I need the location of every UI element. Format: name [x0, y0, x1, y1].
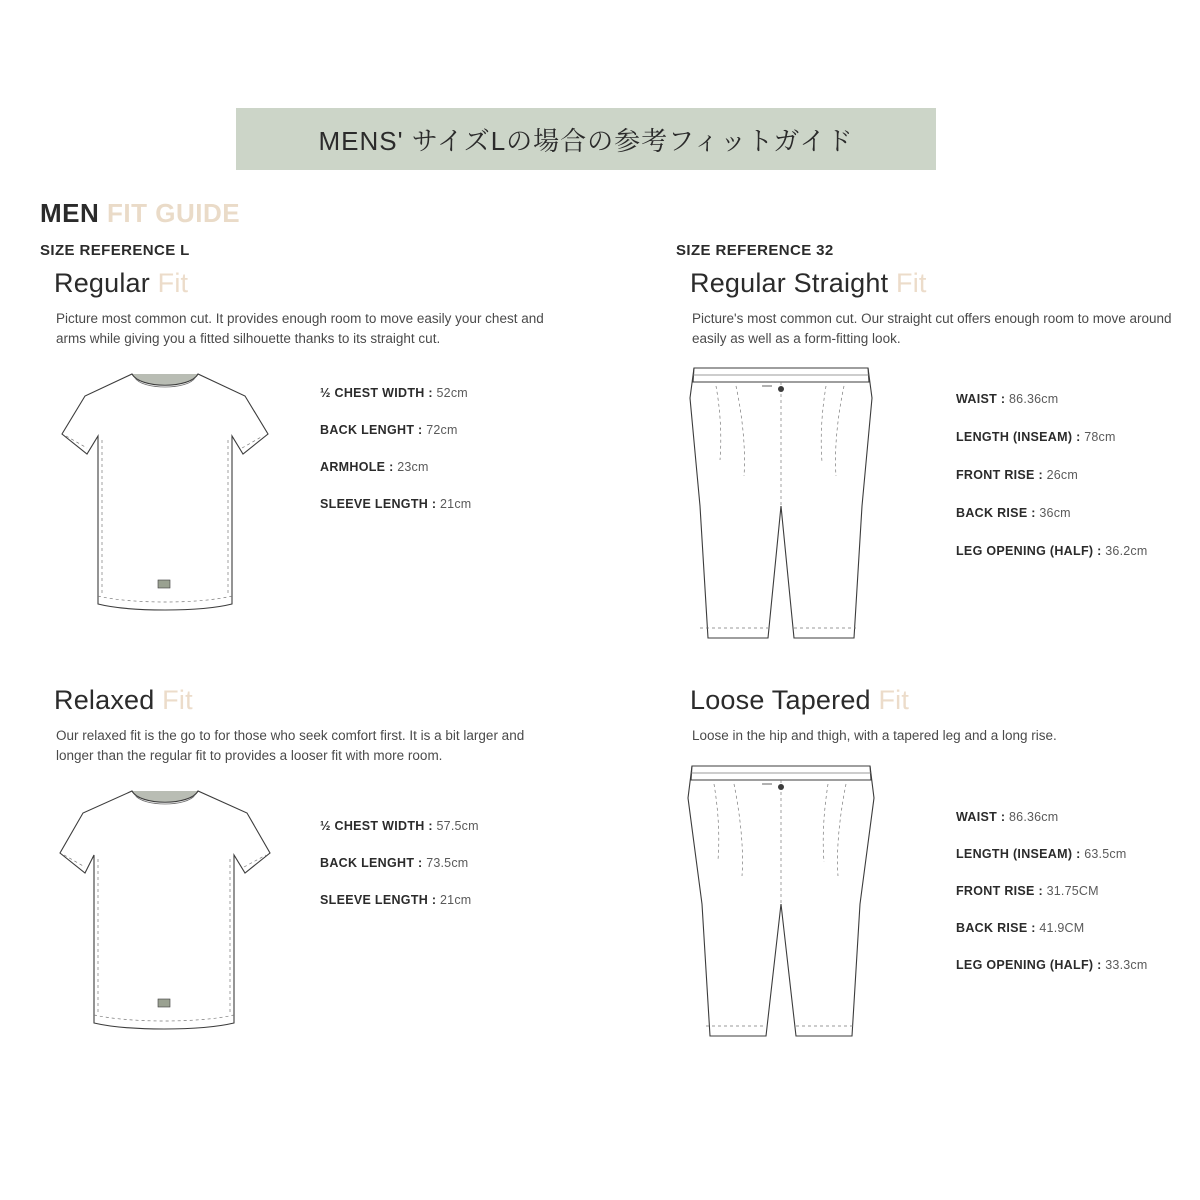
section-relaxed-fit: Fit	[162, 685, 193, 715]
spec-item: ½ CHEST WIDTH : 57.5cm	[320, 819, 479, 834]
section-loose-tapered	[676, 685, 1200, 1044]
spec-item: LENGTH (INSEAM) : 63.5cm	[956, 846, 1127, 861]
section-regular-fit: Fit	[157, 268, 189, 298]
section-loose-tapered-name: Loose Tapered	[690, 685, 871, 715]
section-regular	[40, 268, 620, 626]
page-title-men: MEN	[40, 198, 100, 228]
specs-relaxed	[320, 773, 479, 1043]
spec-item: WAIST : 86.36cm	[956, 392, 1059, 407]
spec-item: LEG OPENING (HALF) : 36.2cm	[956, 544, 1148, 559]
page-title-fitguide: FIT GUIDE	[107, 198, 241, 228]
specs-loose-tapered	[956, 754, 1147, 1044]
section-loose-tapered-description: Loose in the hip and thigh, with a tapered leg and a long rise.	[692, 728, 1057, 743]
section-regular-straight-description: Picture's most common cut. Our straight cut offers enough room to move around easily as well as a form-fitting look.	[692, 311, 1172, 346]
section-regular-straight-name: Regular Straight	[690, 268, 889, 298]
specs-regular-straight	[956, 356, 1147, 646]
spec-item: FRONT RISE : 31.75CM	[956, 883, 1099, 898]
spec-item: LEG OPENING (HALF) : 33.3cm	[956, 957, 1148, 972]
page-title	[40, 198, 240, 229]
spec-item: ½ CHEST WIDTH : 52cm	[320, 386, 468, 401]
size-reference-left: SIZE REFERENCE L	[40, 242, 190, 259]
tshirt-illustration-regular	[40, 356, 320, 626]
tshirt-illustration-relaxed	[40, 773, 320, 1043]
spec-item: SLEEVE LENGTH : 21cm	[320, 497, 472, 512]
size-reference-right: SIZE REFERENCE 32	[676, 242, 834, 259]
specs-regular	[320, 356, 471, 626]
spec-item: BACK RISE : 41.9CM	[956, 920, 1085, 935]
section-relaxed-title	[54, 685, 620, 716]
spec-item: BACK LENGHT : 72cm	[320, 423, 458, 438]
banner	[236, 108, 936, 170]
section-regular-straight-title	[690, 268, 1200, 299]
spec-item: SLEEVE LENGTH : 21cm	[320, 893, 472, 908]
section-regular-straight	[676, 268, 1200, 646]
section-relaxed-name: Relaxed	[54, 685, 155, 715]
section-regular-title	[54, 268, 620, 299]
section-regular-name: Regular	[54, 268, 150, 298]
pants-illustration-tapered	[676, 754, 956, 1044]
section-loose-tapered-title	[690, 685, 1200, 716]
spec-item: BACK RISE : 36cm	[956, 506, 1071, 521]
spec-item: ARMHOLE : 23cm	[320, 460, 429, 475]
section-relaxed	[40, 685, 620, 1043]
pants-illustration-straight	[676, 356, 956, 646]
spec-item: FRONT RISE : 26cm	[956, 468, 1078, 483]
section-regular-straight-fit: Fit	[896, 268, 927, 298]
spec-item: LENGTH (INSEAM) : 78cm	[956, 430, 1116, 445]
banner-title: MENS' サイズLの場合の参考フィットガイド	[318, 125, 854, 156]
spec-item: BACK LENGHT : 73.5cm	[320, 856, 469, 871]
spec-item: WAIST : 86.36cm	[956, 809, 1059, 824]
section-regular-description: Picture most common cut. It provides enough room to move easily your chest and arms while giving you a fitted silhouette thanks to its straight cut.	[56, 311, 544, 346]
section-relaxed-description: Our relaxed fit is the go to for those who seek comfort first. It is a bit larger and longer than the regular fit to provides a looser fit with more room.	[56, 728, 525, 763]
section-loose-tapered-fit: Fit	[878, 685, 910, 715]
